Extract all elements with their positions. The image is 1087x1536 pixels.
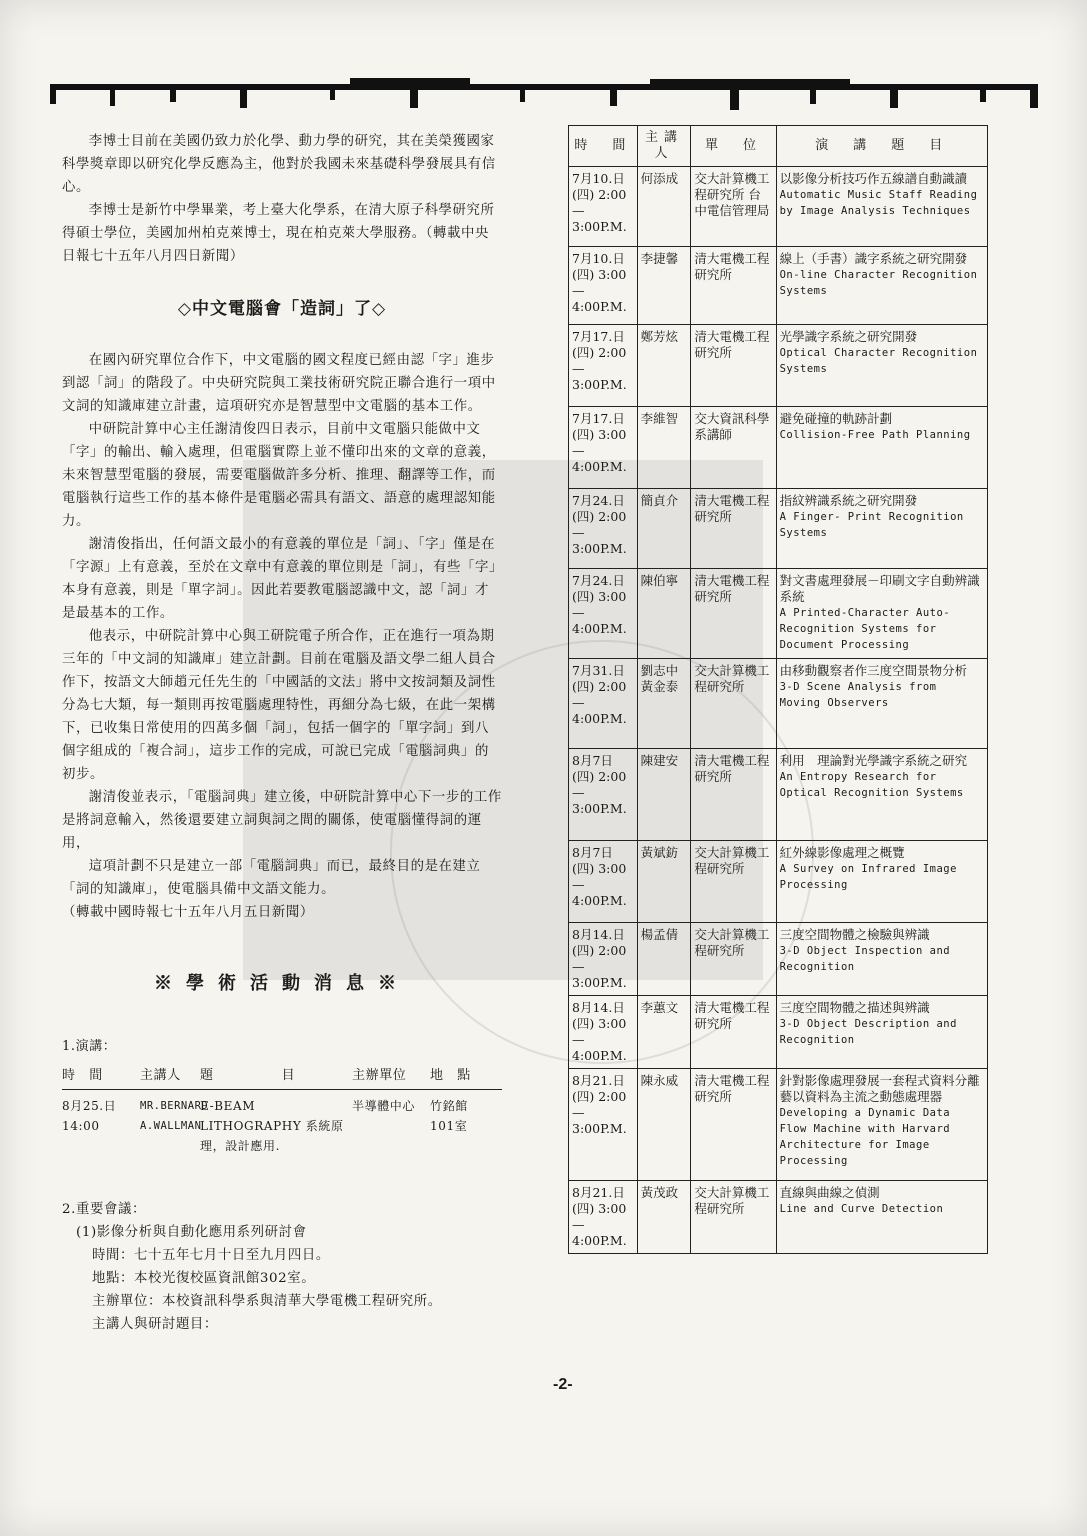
title-cell: [776, 749, 987, 841]
left-column: [62, 130, 502, 1336]
paragraph: 中研院計算中心主任謝清俊四日表示，目前中文電腦只能做中文「字」的輸出、輸入處理，但電腦實際上並不懂印出來的文章的意義，未來智慧型電腦的發展，需要電腦做許多分析、推理、翻譯等工作，而電腦執行這些工作的基本條件是電腦必需具有語文、語意的處理認知能力。: [62, 422, 496, 529]
table-row: [569, 489, 988, 569]
title-en: Optical Character Recognition Systems: [779, 347, 978, 375]
lecture-label: 1.演講：: [62, 1039, 117, 1054]
unit-cell: 交大計算機工程研究所: [691, 659, 776, 749]
speaker-cell: 陳永威: [637, 1069, 691, 1181]
time-cell: 7月10.日 (四) 2:00— 3:00P.M.: [569, 167, 638, 247]
title-zh: 線上（手書）識字系統之研究開發: [779, 251, 968, 266]
unit-cell: 交大計算機工程研究所: [691, 841, 776, 923]
lecture-host: 半導體中心: [352, 1099, 416, 1113]
title-cell: [776, 569, 987, 659]
conference-host: 主辦單位：本校資訊科學系與清華大學電機工程研究所。: [92, 1294, 442, 1309]
header-speaker: 主講人: [637, 126, 691, 167]
decorative-header-bar: [50, 70, 1038, 110]
lecture-row: [62, 1096, 502, 1156]
unit-cell: 交大計算機工程研究所 台中電信管理局: [691, 167, 776, 247]
unit-cell: 清大電機工程研究所: [691, 996, 776, 1069]
table-row: [569, 407, 988, 489]
title-cell: [776, 841, 987, 923]
title-zh: 光學識字系統之研究開發: [779, 329, 918, 344]
title-zh: 避免碰撞的軌跡計劃: [779, 411, 893, 426]
paragraph: 他表示，中研院計算中心與工研院電子所合作，正在進行一項為期三年的「中文詞的知識庫」建立計劃。目前在電腦及語文學二組人員合作下，按語文大師趙元任先生的「中國話的文法」將中文按詞類及詞性分為七大類，每一類則再按電腦處理特性，再細分為七級，在此一架構下，已收集日常使用的四萬多個「詞」，包括一個字的「單字詞」到八個字組成的「複合詞」，這步工作的完成，可說已完成「電腦詞典」的初步。: [62, 629, 496, 782]
table-row: [569, 923, 988, 996]
time-cell: 7月31.日 (四) 2:00— 4:00P.M.: [569, 659, 638, 749]
unit-cell: 清大電機工程研究所: [691, 569, 776, 659]
title-en: A Survey on Infrared Image Processing: [779, 863, 957, 891]
title-cell: [776, 407, 987, 489]
time-cell: 8月14.日(四) 3:00— 4:00P.M.: [569, 996, 638, 1069]
time-cell: 8月7日 (四) 3:00— 4:00P.M.: [569, 841, 638, 923]
table-row: [569, 1069, 988, 1181]
page-number: -2-: [553, 1376, 573, 1393]
title-en: A Printed-Character Auto-Recognition Systems for Document Processing: [779, 607, 951, 651]
table-row: [569, 569, 988, 659]
unit-cell: 清大電機工程研究所: [691, 325, 776, 407]
unit-cell: 交大計算機工程研究所: [691, 923, 776, 996]
time-cell: 8月14.日(四) 2:00— 3:00P.M.: [569, 923, 638, 996]
conference-label: 2.重要會議：: [62, 1202, 146, 1217]
source-note: （轉載中國時報七十五年八月五日新聞）: [62, 905, 314, 920]
paragraph: 謝清俊指出，任何語文最小的有意義的單位是「詞」、「字」僅是在「字源」上有意義，至於在文章中有意義的單位則是「詞」，有些「字」本身有意義，則是「單字詞」。因此若要教電腦認識中文，認「詞」才是最基本的工作。: [62, 537, 497, 621]
section-title: ◇中文電腦會「造詞」了◇: [177, 299, 387, 319]
speaker-cell: 劉志中 黃金泰: [637, 659, 691, 749]
paragraph: 謝清俊並表示，「電腦詞典」建立後，中研院計算中心下一步的工作是將詞意輸入，然後還要建立詞與詞之間的關係，使電腦懂得詞的運用，: [62, 790, 502, 851]
title-zh: 以影像分析技巧作五線譜自動識讀: [779, 171, 968, 186]
header-time: 時 間: [569, 126, 638, 167]
unit-cell: 清大電機工程研究所: [691, 247, 776, 325]
lecture-header-host: 主辦單位: [352, 1068, 407, 1083]
header-unit: 單 位: [691, 126, 776, 167]
lecture-header-place: 地 點: [430, 1068, 471, 1083]
speaker-cell: 李捷馨: [637, 247, 691, 325]
time-cell: 8月7日 (四) 2:00— 3:00P.M.: [569, 749, 638, 841]
title-en: A Finger- Print Recognition Systems: [779, 511, 964, 539]
activities-title: ※學術活動消息※: [154, 973, 410, 994]
paragraph: 在國內研究單位合作下，中文電腦的國文程度已經由認「字」進步到認「詞」的階段了。中央研究院與工業技術研究院正聯合進行一項中文詞的知識庫建立計畫，這項研究亦是智慧型中文電腦的基本工作。: [62, 353, 496, 414]
paragraph: 李博士目前在美國仍致力於化學、動力學的研究，其在美榮獲國家科學獎章即以研究化學反應為主，他對於我國未來基礎科學發展具有信心。: [62, 134, 496, 195]
lecture-place: 竹銘館 101室: [430, 1099, 468, 1133]
table-row: [569, 167, 988, 247]
title-zh: 紅外線影像處理之概覽: [779, 845, 905, 860]
title-cell: [776, 489, 987, 569]
paragraph: 這項計劃不只是建立一部「電腦詞典」而已，最終目的是在建立「詞的知識庫」，使電腦具備中文語文能力。: [62, 859, 481, 897]
title-zh: 由移動觀察者作三度空間景物分析: [779, 663, 968, 678]
table-row: [569, 247, 988, 325]
title-zh: 三度空間物體之檢驗與辨識: [779, 927, 930, 942]
title-en: 3-D Object Inspection and Recognition: [779, 945, 951, 973]
title-cell: [776, 247, 987, 325]
title-cell: [776, 1069, 987, 1181]
time-cell: 8月21.日(四) 3:00— 4:00P.M.: [569, 1181, 638, 1254]
table-row: [569, 749, 988, 841]
title-zh: 對文書處理發展－印刷文字自動辨識系統: [779, 573, 980, 604]
title-en: On-line Character Recognition Systems: [779, 269, 978, 297]
title-en: 3-D Object Description and Recognition: [779, 1018, 957, 1046]
lecture-header-row: [62, 1064, 502, 1090]
title-en: Collision-Free Path Planning: [779, 429, 971, 441]
speaker-cell: 何添成: [637, 167, 691, 247]
speaker-cell: 李蕙文: [637, 996, 691, 1069]
title-cell: [776, 1181, 987, 1254]
unit-cell: 交大計算機工程研究所: [691, 1181, 776, 1254]
conference-topics-label: 主講人與研討題目：: [92, 1317, 218, 1332]
speaker-cell: 簡貞介: [637, 489, 691, 569]
table-row: [569, 325, 988, 407]
conference-place: 地點：本校光復校區資訊館302室。: [92, 1271, 316, 1286]
conference-time: 時間：七十五年七月十日至九月四日。: [92, 1248, 330, 1263]
title-cell: [776, 659, 987, 749]
lecture-time: 8月25.日 14:00: [62, 1099, 117, 1133]
header-title: 演 講 題 目: [776, 126, 987, 167]
time-cell: 7月17.日 (四) 2:00— 3:00P.M.: [569, 325, 638, 407]
title-zh: 利用 理論對光學識字系統之研究: [779, 753, 968, 768]
conference-name: (1)影像分析與自動化應用系列研討會: [76, 1225, 307, 1240]
table-row: [569, 659, 988, 749]
speaker-cell: 黃斌鈁: [637, 841, 691, 923]
unit-cell: 清大電機工程研究所: [691, 1069, 776, 1181]
lecture-speaker: MR.BERNARD A.WALLMAN: [140, 1100, 209, 1132]
title-cell: [776, 325, 987, 407]
unit-cell: 清大電機工程研究所: [691, 489, 776, 569]
speaker-cell: 陳伯寧: [637, 569, 691, 659]
time-cell: 7月17.日 (四) 3:00— 4:00P.M.: [569, 407, 638, 489]
speaker-cell: 楊孟倩: [637, 923, 691, 996]
time-cell: 7月24.日 (四) 2:00— 3:00P.M.: [569, 489, 638, 569]
speaker-cell: 陳建安: [637, 749, 691, 841]
lecture-header-time: 時 間: [62, 1068, 103, 1083]
title-en: An Entropy Research for Optical Recognition Systems: [779, 771, 964, 799]
table-row: [569, 841, 988, 923]
title-zh: 針對影像處理發展一套程式資料分離藝以資料為主流之動態處理器: [779, 1073, 980, 1104]
title-cell: [776, 923, 987, 996]
lecture-title: E-BEAM LITHOGRAPHY 系統原理，設計應用.: [200, 1099, 344, 1153]
title-cell: [776, 167, 987, 247]
speaker-cell: 黃茂政: [637, 1181, 691, 1254]
table-row: [569, 1181, 988, 1254]
unit-cell: 交大資訊科學系講師: [691, 407, 776, 489]
title-zh: 指紋辨識系統之研究開發: [779, 493, 918, 508]
table-header-row: [569, 126, 988, 167]
speaker-cell: 鄭芳炫: [637, 325, 691, 407]
title-zh: 三度空間物體之描述與辨識: [779, 1000, 930, 1015]
time-cell: 7月24.日 (四) 3:00— 4:00P.M.: [569, 569, 638, 659]
title-en: Automatic Music Staff Reading by Image Analysis Techniques: [779, 189, 978, 217]
title-cell: [776, 996, 987, 1069]
table-row: [569, 996, 988, 1069]
time-cell: 7月10.日 (四) 3:00— 4:00P.M.: [569, 247, 638, 325]
paragraph: 李博士是新竹中學畢業，考上臺大化學系，在清大原子科學研究所得碩士學位，美國加州柏克萊博士，現在柏克萊大學服務。（轉載中央日報七十五年八月四日新聞）: [62, 203, 495, 264]
unit-cell: 清大電機工程研究所: [691, 749, 776, 841]
title-en: 3-D Scene Analysis from Moving Observers: [779, 681, 937, 709]
seminar-schedule-table: [568, 125, 988, 1254]
title-en: Developing a Dynamic Data Flow Machine with Harvard Architecture for Image Processing: [779, 1107, 951, 1167]
lecture-header-title: 題 目: [200, 1068, 296, 1083]
title-en: Line and Curve Detection: [779, 1203, 944, 1215]
lecture-header-speaker: 主講人: [140, 1068, 181, 1083]
time-cell: 8月21.日(四) 2:00— 3:00P.M.: [569, 1069, 638, 1181]
title-zh: 直線與曲線之偵測: [779, 1185, 880, 1200]
speaker-cell: 李維智: [637, 407, 691, 489]
